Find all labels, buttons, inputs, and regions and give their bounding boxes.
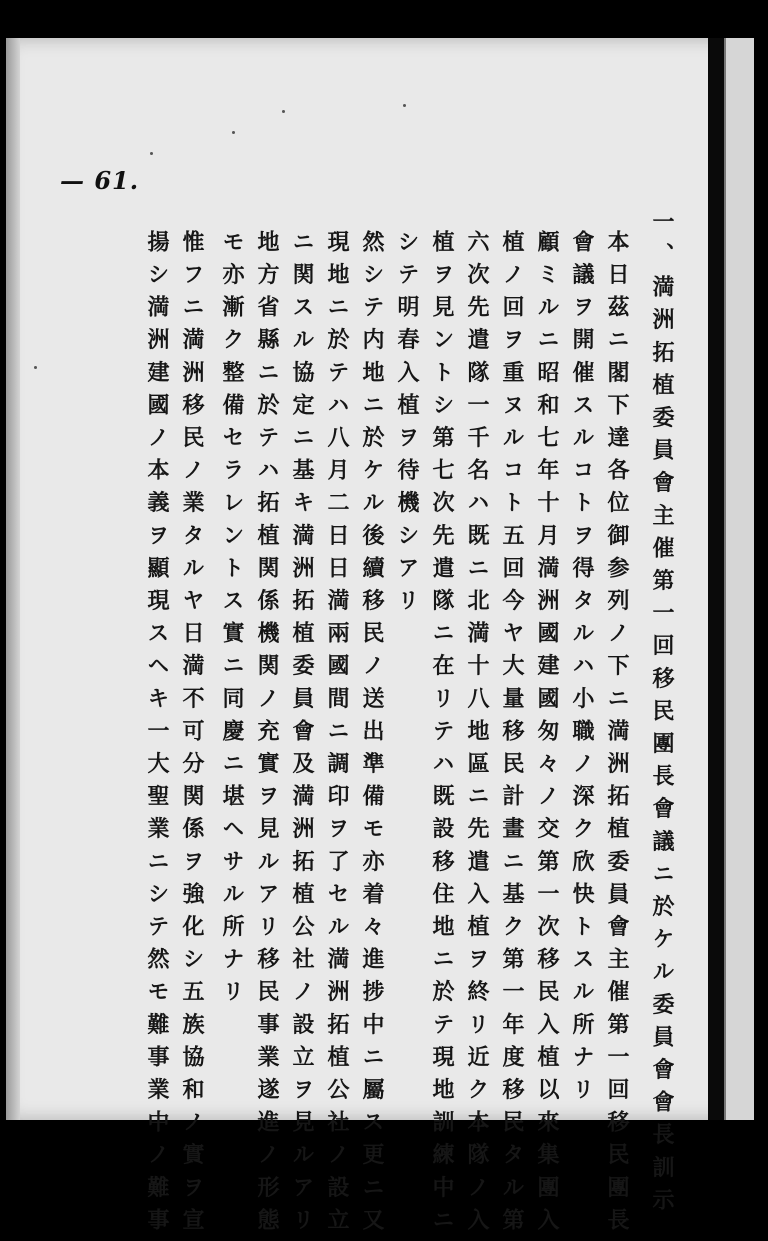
adjacent-page-edge	[724, 38, 754, 1120]
scan-speck	[34, 366, 37, 369]
scan-speck	[282, 110, 285, 113]
text-column: 植ヲ見ントシ第七次先遣隊ニ在リテハ既設移住地ニ於テ現地訓練中ニ	[429, 230, 455, 1241]
text-column: 植ノ回ヲ重ヌルコト五回今ヤ大量移民計畫ニ基ク第一年度移民タル第	[499, 230, 525, 1241]
page-number: — 61.	[60, 166, 140, 195]
text-column: 惟フニ満洲移民ノ業タルヤ日満不可分関係ヲ強化シ五族協和ノ實ヲ宣	[179, 230, 205, 1241]
scan-speck	[403, 104, 406, 107]
text-column: 現地ニ於テハ八月二日日満兩國間ニ調印ヲ了セル満洲拓植公社ノ設立	[324, 230, 350, 1241]
text-column-heading: 一、満洲拓植委員會主催第一回移民團長會議ニ於ケル委員會會長訓示	[649, 210, 675, 1221]
page-left-edge	[6, 38, 20, 1120]
book-spine	[708, 38, 724, 1120]
scan-speck	[232, 131, 235, 134]
text-column: 會議ヲ開催スルコトヲ得タルハ小職ノ深ク欣快トスル所ナリ	[569, 230, 595, 1111]
text-column: 地方省縣ニ於テハ拓植関係機関ノ充實ヲ見ルアリ移民事業遂進ノ形態	[254, 230, 280, 1241]
text-column: 顧ミルニ昭和七年十月満洲國建國匆々ノ交第一次移民入植以來集團入	[534, 230, 560, 1241]
text-column: 六次先遣隊一千名ハ既ニ北満十八地區ニ先遣入植ヲ終リ近ク本隊ノ入	[464, 230, 490, 1241]
text-column: モ亦漸ク整備セラレントス實ニ同慶ニ堪ヘサル所ナリ	[219, 230, 245, 1013]
text-column: 本日茲ニ閣下達各位御参列ノ下ニ満洲拓植委員會主催第一回移民團長	[604, 230, 630, 1241]
text-column: シテ明春入植ヲ待機シアリ	[394, 230, 420, 622]
text-column: 然シテ内地ニ於ケル後續移民ノ送出準備モ亦着々進捗中ニ屬ス更ニ又	[359, 230, 385, 1241]
text-column: ニ関スル協定ニ基キ満洲拓植委員會及満洲拓植公社ノ設立ヲ見ルアリ	[289, 230, 315, 1241]
scan-speck	[150, 152, 153, 155]
text-column: 揚シ満洲建國ノ本義ヲ顯現スヘキ一大聖業ニシテ然モ難事業中ノ難事	[144, 230, 170, 1241]
